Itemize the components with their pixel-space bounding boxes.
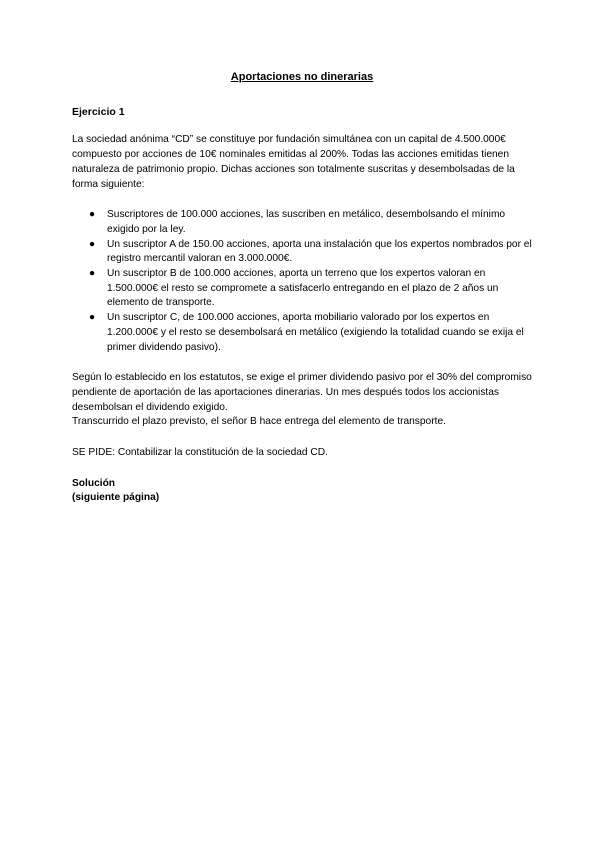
bullet-icon: ●	[89, 238, 96, 250]
dividend-paragraph: Según lo establecido en los estatutos, se exige el primer dividendo pasivo por el 30% del compromiso pendiente de aportación de las aportaciones dinerarias. Un mes después todos los accionistas desembolsan el dividendo exigido.	[72, 372, 532, 413]
list-item	[72, 238, 532, 267]
document-title: Aportaciones no dinerarias	[230, 71, 374, 83]
exercise-heading: Ejercicio 1	[72, 105, 125, 118]
list-item	[72, 311, 532, 355]
solution-note: (siguiente página)	[72, 492, 160, 504]
document-page	[72, 70, 532, 506]
solution-label: Solución	[72, 477, 116, 489]
subscriber-list	[72, 208, 532, 355]
list-item-text: Un suscriptor B de 100.000 acciones, aporta un terreno que los expertos valoran en 1.500.000€ el resto se compromete a satisfacerlo entregando en el plazo de 2 años un elemento de transporte.	[107, 268, 499, 309]
list-item-text: Un suscriptor C, de 100.000 acciones, aporta mobiliario valorado por los expertos en 1.200.000€ y el resto se desembolsará en metálico (exigiendo la totalidad cuando se exija el primer dividendo pasivo).	[107, 312, 524, 353]
intro-paragraph: La sociedad anónima “CD” se constituye por fundación simultánea con un capital de 4.500.000€ compuesto por acciones de 10€ nominales emitidas al 200%. Todas las acciones emitidas tienen naturaleza de patrimonio propio. Dichas acciones son totalmente suscritas y desembolsadas de la forma siguiente:	[72, 134, 515, 190]
bullet-icon: ●	[89, 209, 96, 221]
list-item-text: Suscriptores de 100.000 acciones, las suscriben en metálico, desembolsando el mínimo exigido por la ley.	[107, 209, 506, 235]
task-statement: SE PIDE: Contabilizar la constitución de la sociedad CD.	[72, 447, 328, 459]
list-item	[72, 267, 532, 311]
list-item	[72, 208, 532, 237]
bullet-icon: ●	[89, 268, 96, 280]
list-item-text: Un suscriptor A de 150.00 acciones, aporta una instalación que los expertos nombrados por el registro mercantil valoran en 3.000.000€.	[107, 238, 532, 265]
bullet-icon: ●	[89, 312, 96, 324]
transport-paragraph: Transcurrido el plazo previsto, el señor B hace entrega del elemento de transporte.	[72, 416, 446, 428]
